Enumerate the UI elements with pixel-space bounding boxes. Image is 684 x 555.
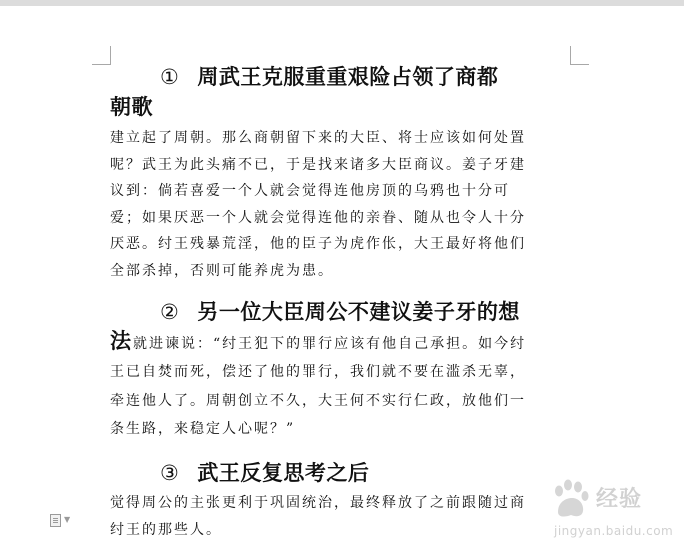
section-2-heading-tail: 法 — [110, 327, 133, 353]
watermark-domain: jingyan.baidu.com — [554, 524, 674, 538]
section-1-heading-line1: 周武王克服重重艰险占领了商都 — [197, 64, 499, 89]
paragraph-line: 觉得周公的主张更利于巩固统治，最终释放了之前跟随过商 — [110, 494, 526, 511]
section-2-heading-line1: 另一位大臣周公不建议姜子牙的想 — [197, 298, 520, 324]
section-3-paragraph — [110, 490, 585, 543]
paragraph-line: 王已自焚而死，偿还了他的罪行，我们就不要在滥杀无辜， — [110, 364, 526, 381]
window-top-edge — [0, 0, 684, 6]
paragraph-line: 呢？武王为此头痛不已，于是找来诸多大臣商议。姜子牙建 — [110, 156, 526, 173]
watermark-brand: 经验 — [596, 487, 643, 512]
section-2-paragraph — [110, 327, 585, 444]
section-1-heading — [110, 62, 585, 92]
paragraph-line: 条生路，来稳定人心呢？” — [110, 421, 296, 438]
margin-corner-top-left — [92, 46, 111, 65]
baidu-paw-icon — [548, 478, 592, 522]
paragraph-line: 建立起了周朝。那么商朝留下来的大臣、将士应该如何处置 — [110, 130, 526, 146]
section-3 — [110, 458, 585, 543]
page-layout-icon — [50, 514, 61, 527]
paragraph-line: 爱；如果厌恶一个人就会觉得连他的亲眷、随从也令人十分 — [110, 209, 526, 226]
section-3-number: ③ — [160, 460, 180, 485]
paragraph-line: 纣王的那些人。 — [110, 521, 222, 538]
paragraph-line: 厌恶。纣王残暴荒淫，他的臣子为虎作伥，大王最好将他们 — [110, 236, 526, 253]
section-2-heading — [110, 297, 585, 327]
paragraph-line: 议到：倘若喜爱一个人就会觉得连他房顶的乌鸦也十分可 — [110, 183, 510, 200]
section-1-number: ① — [160, 65, 180, 89]
section-2-first-line: 就进谏说：“纣王犯下的罪行应该有他自己承担。如今纣 — [133, 335, 527, 352]
paragraph-line: 全部杀掉，否则可能养虎为患。 — [110, 262, 334, 279]
section-1-heading-line2: 朝歌 — [110, 94, 153, 119]
section-1-paragraph — [110, 125, 585, 285]
section-3-heading-line1: 武王反复思考之后 — [197, 459, 370, 485]
paragraph-line: 牵连他人了。周朝创立不久，大王何不实行仁政，放他们一 — [110, 392, 526, 409]
document-body[interactable] — [110, 62, 585, 543]
page-layout-button[interactable] — [50, 512, 84, 528]
baidu-jingyan-watermark — [548, 476, 678, 551]
chevron-down-icon: ▼ — [64, 515, 71, 524]
section-2 — [110, 297, 585, 444]
section-3-heading — [110, 458, 585, 488]
section-2-number: ② — [160, 299, 180, 324]
paragraph-line — [110, 327, 585, 359]
section-1 — [110, 62, 585, 285]
